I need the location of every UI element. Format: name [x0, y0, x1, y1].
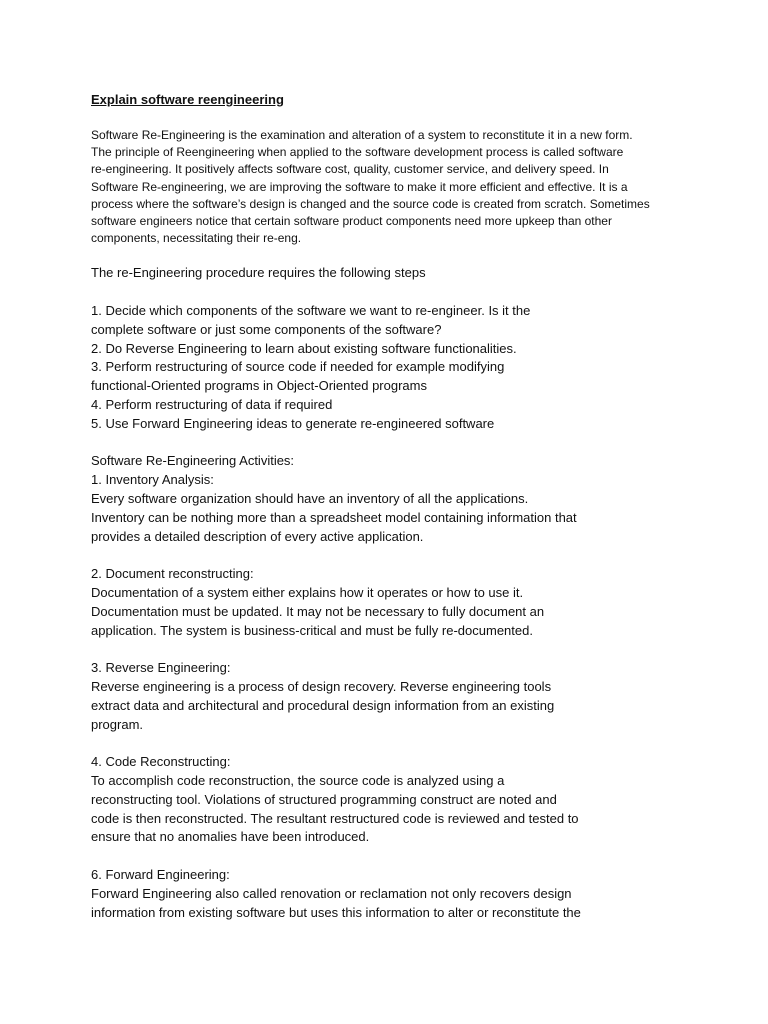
intro-line: process where the software’s design is changed and the source code is created from scratch. Sometimes — [91, 196, 650, 211]
body-line: To accomplish code reconstruction, the source code is analyzed using a — [91, 772, 505, 788]
body-line: application. The system is business-critical and must be fully re-documented. — [91, 622, 533, 638]
body-line: 5. Use Forward Engineering ideas to generate re-engineered software — [91, 415, 495, 431]
body-line: ensure that no anomalies have been introduced. — [91, 829, 370, 845]
body-line: Documentation of a system either explains how it operates or how to use it. — [91, 584, 524, 600]
body-line: provides a detailed description of every active application. — [91, 528, 424, 544]
document-body — [91, 264, 631, 922]
body-line: Inventory can be nothing more than a spreadsheet model containing information that — [91, 509, 577, 525]
body-line: 2. Do Reverse Engineering to learn about existing software functionalities. — [91, 340, 517, 356]
procedure-steps — [91, 302, 631, 434]
section-forward-engineering — [91, 866, 631, 922]
paragraph-gap — [91, 434, 631, 453]
body-line: 3. Perform restructuring of source code if needed for example modifying — [91, 359, 505, 375]
body-line: Documentation must be updated. It may not be necessary to fully document an — [91, 603, 545, 619]
paragraph-gap — [91, 283, 631, 302]
section-code-reconstructing — [91, 753, 631, 847]
body-line: information from existing software but uses this information to alter or reconstitute the — [91, 904, 581, 920]
section-reverse-engineering — [91, 659, 631, 734]
body-line: code is then reconstructed. The resultant restructured code is reviewed and tested to — [91, 810, 579, 826]
body-line: Reverse engineering is a process of design recovery. Reverse engineering tools — [91, 678, 552, 694]
body-line: complete software or just some components of the software? — [91, 321, 442, 337]
body-line: The re-Engineering procedure requires the following steps — [91, 265, 426, 281]
body-line: 1. Inventory Analysis: — [91, 472, 214, 488]
section-document-reconstructing — [91, 565, 631, 640]
intro-line: re-engineering. It positively affects software cost, quality, customer service, and delivery speed. In — [91, 162, 609, 177]
intro-line: Software Re-engineering, we are improving the software to make it more efficient and effective. It is a — [91, 179, 628, 194]
document-title: Explain software reengineering — [91, 92, 284, 107]
intro-paragraph — [91, 127, 650, 247]
section-inventory-analysis — [91, 452, 631, 546]
body-line: program. — [91, 716, 144, 732]
body-line: 4. Code Reconstructing: — [91, 754, 231, 770]
paragraph-gap — [91, 847, 631, 866]
document-content — [91, 91, 650, 922]
intro-line: components, necessitating their re-eng. — [91, 231, 302, 246]
body-line: 6. Forward Engineering: — [91, 866, 230, 882]
body-line: functional-Oriented programs in Object-Oriented programs — [91, 378, 427, 394]
procedure-intro — [91, 264, 631, 283]
body-line: Forward Engineering also called renovation or reclamation not only recovers design — [91, 885, 572, 901]
paragraph-gap — [91, 734, 631, 753]
body-line: Software Re-Engineering Activities: — [91, 453, 295, 469]
paragraph-gap — [91, 640, 631, 659]
intro-line: Software Re-Engineering is the examination and alteration of a system to reconstitute it in a new form. — [91, 128, 633, 142]
body-line: reconstructing tool. Violations of structured programming construct are noted and — [91, 791, 557, 807]
body-line: extract data and architectural and procedural design information from an existing — [91, 697, 555, 713]
intro-line: The principle of Reengineering when applied to the software development process is called software — [91, 145, 624, 160]
body-line: 3. Reverse Engineering: — [91, 660, 231, 676]
paragraph-gap — [91, 546, 631, 565]
body-line: Every software organization should have an inventory of all the applications. — [91, 490, 529, 506]
intro-line: software engineers notice that certain software product components need more upkeep than other — [91, 214, 612, 229]
body-line: 4. Perform restructuring of data if required — [91, 397, 333, 412]
body-line: 1. Decide which components of the software we want to re-engineer. Is it the — [91, 303, 531, 319]
body-line: 2. Document reconstructing: — [91, 566, 254, 582]
